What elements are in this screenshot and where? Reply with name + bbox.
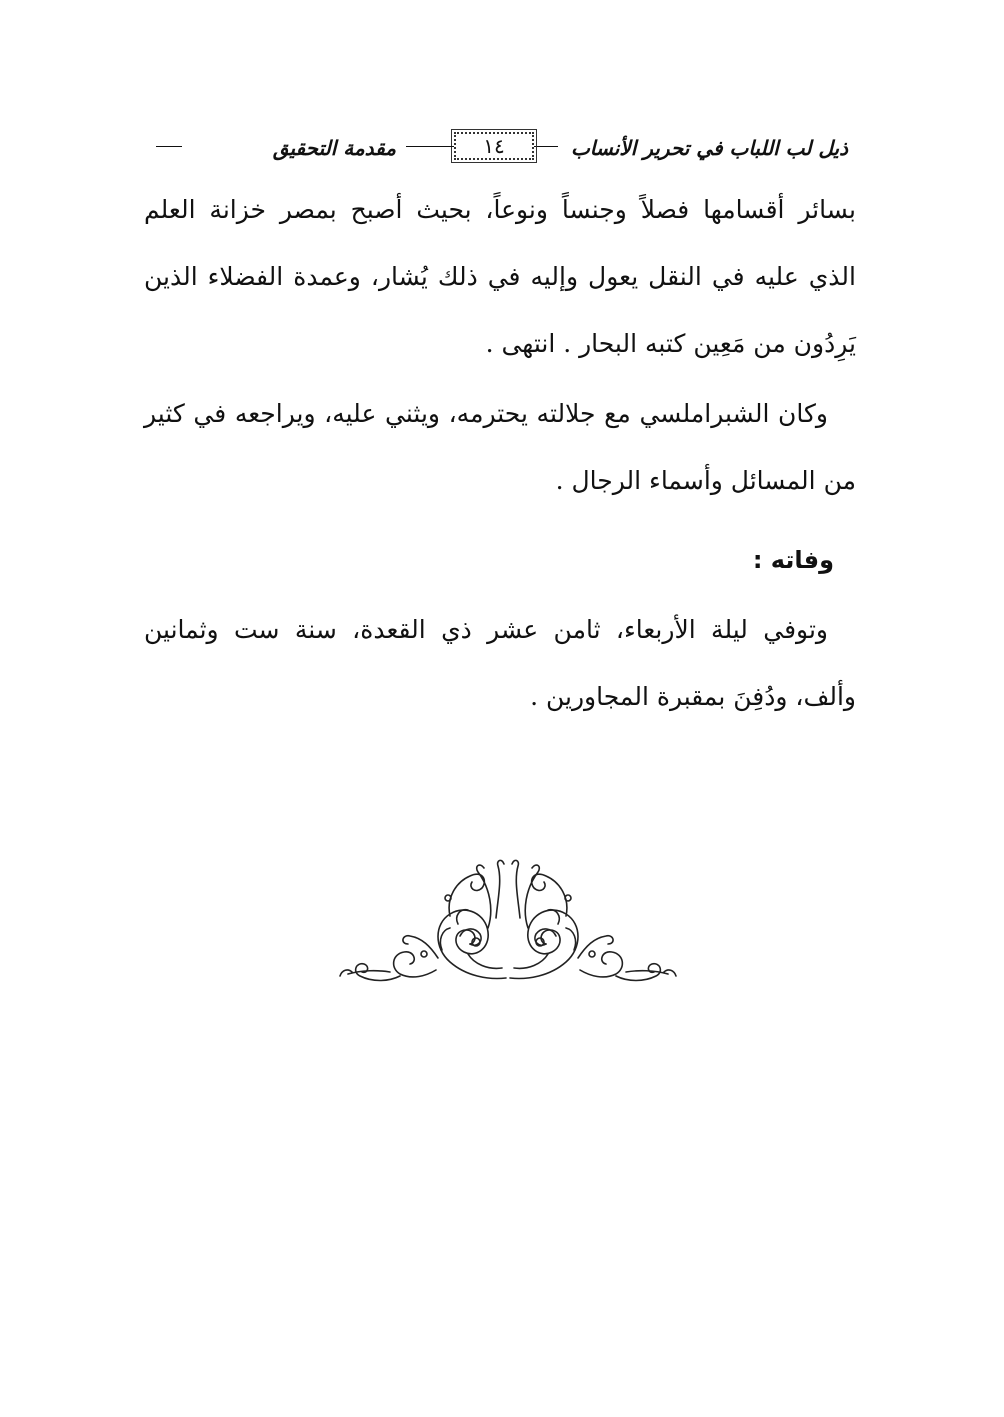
paragraph-text: وتوفي ليلة الأربعاء، ثامن عشر ذي القعدة، سنة ست وثمانين وألف، ودُفِنَ بمقبرة المجاورين . bbox=[144, 615, 856, 711]
paragraph-text: وكان الشبراملسي مع جلالته يحترمه، ويثني عليه، ويراجعه في كثير من المسائل وأسماء الرجال . bbox=[144, 399, 856, 495]
paragraph-shubramallisi bbox=[144, 380, 856, 514]
header-book-title: ذيل لب اللباب في تحرير الأنساب bbox=[570, 136, 848, 160]
floral-scroll-ornament-icon bbox=[338, 858, 678, 988]
header-rule-left bbox=[406, 146, 454, 147]
page-number: ١٤ bbox=[454, 132, 534, 160]
header-section-title: مقدمة التحقيق bbox=[272, 136, 396, 160]
running-header bbox=[150, 130, 850, 166]
paragraph-continuation bbox=[144, 176, 856, 377]
paragraph-text: بسائر أقسامها فصلاً وجنساً ونوعاً، بحيث أصبح بمصر خزانة العلم الذي عليه في النقل يعول وإليه في ذلك يُشار، وعمدة الفضلاء الذين يَرِدُون من مَعِين كتبه البحار . انتهى . bbox=[144, 195, 856, 358]
section-heading-death: وفاته : bbox=[752, 546, 834, 574]
header-rule-tail bbox=[156, 146, 182, 147]
header-rule-right bbox=[534, 146, 558, 147]
paragraph-death bbox=[144, 596, 856, 730]
